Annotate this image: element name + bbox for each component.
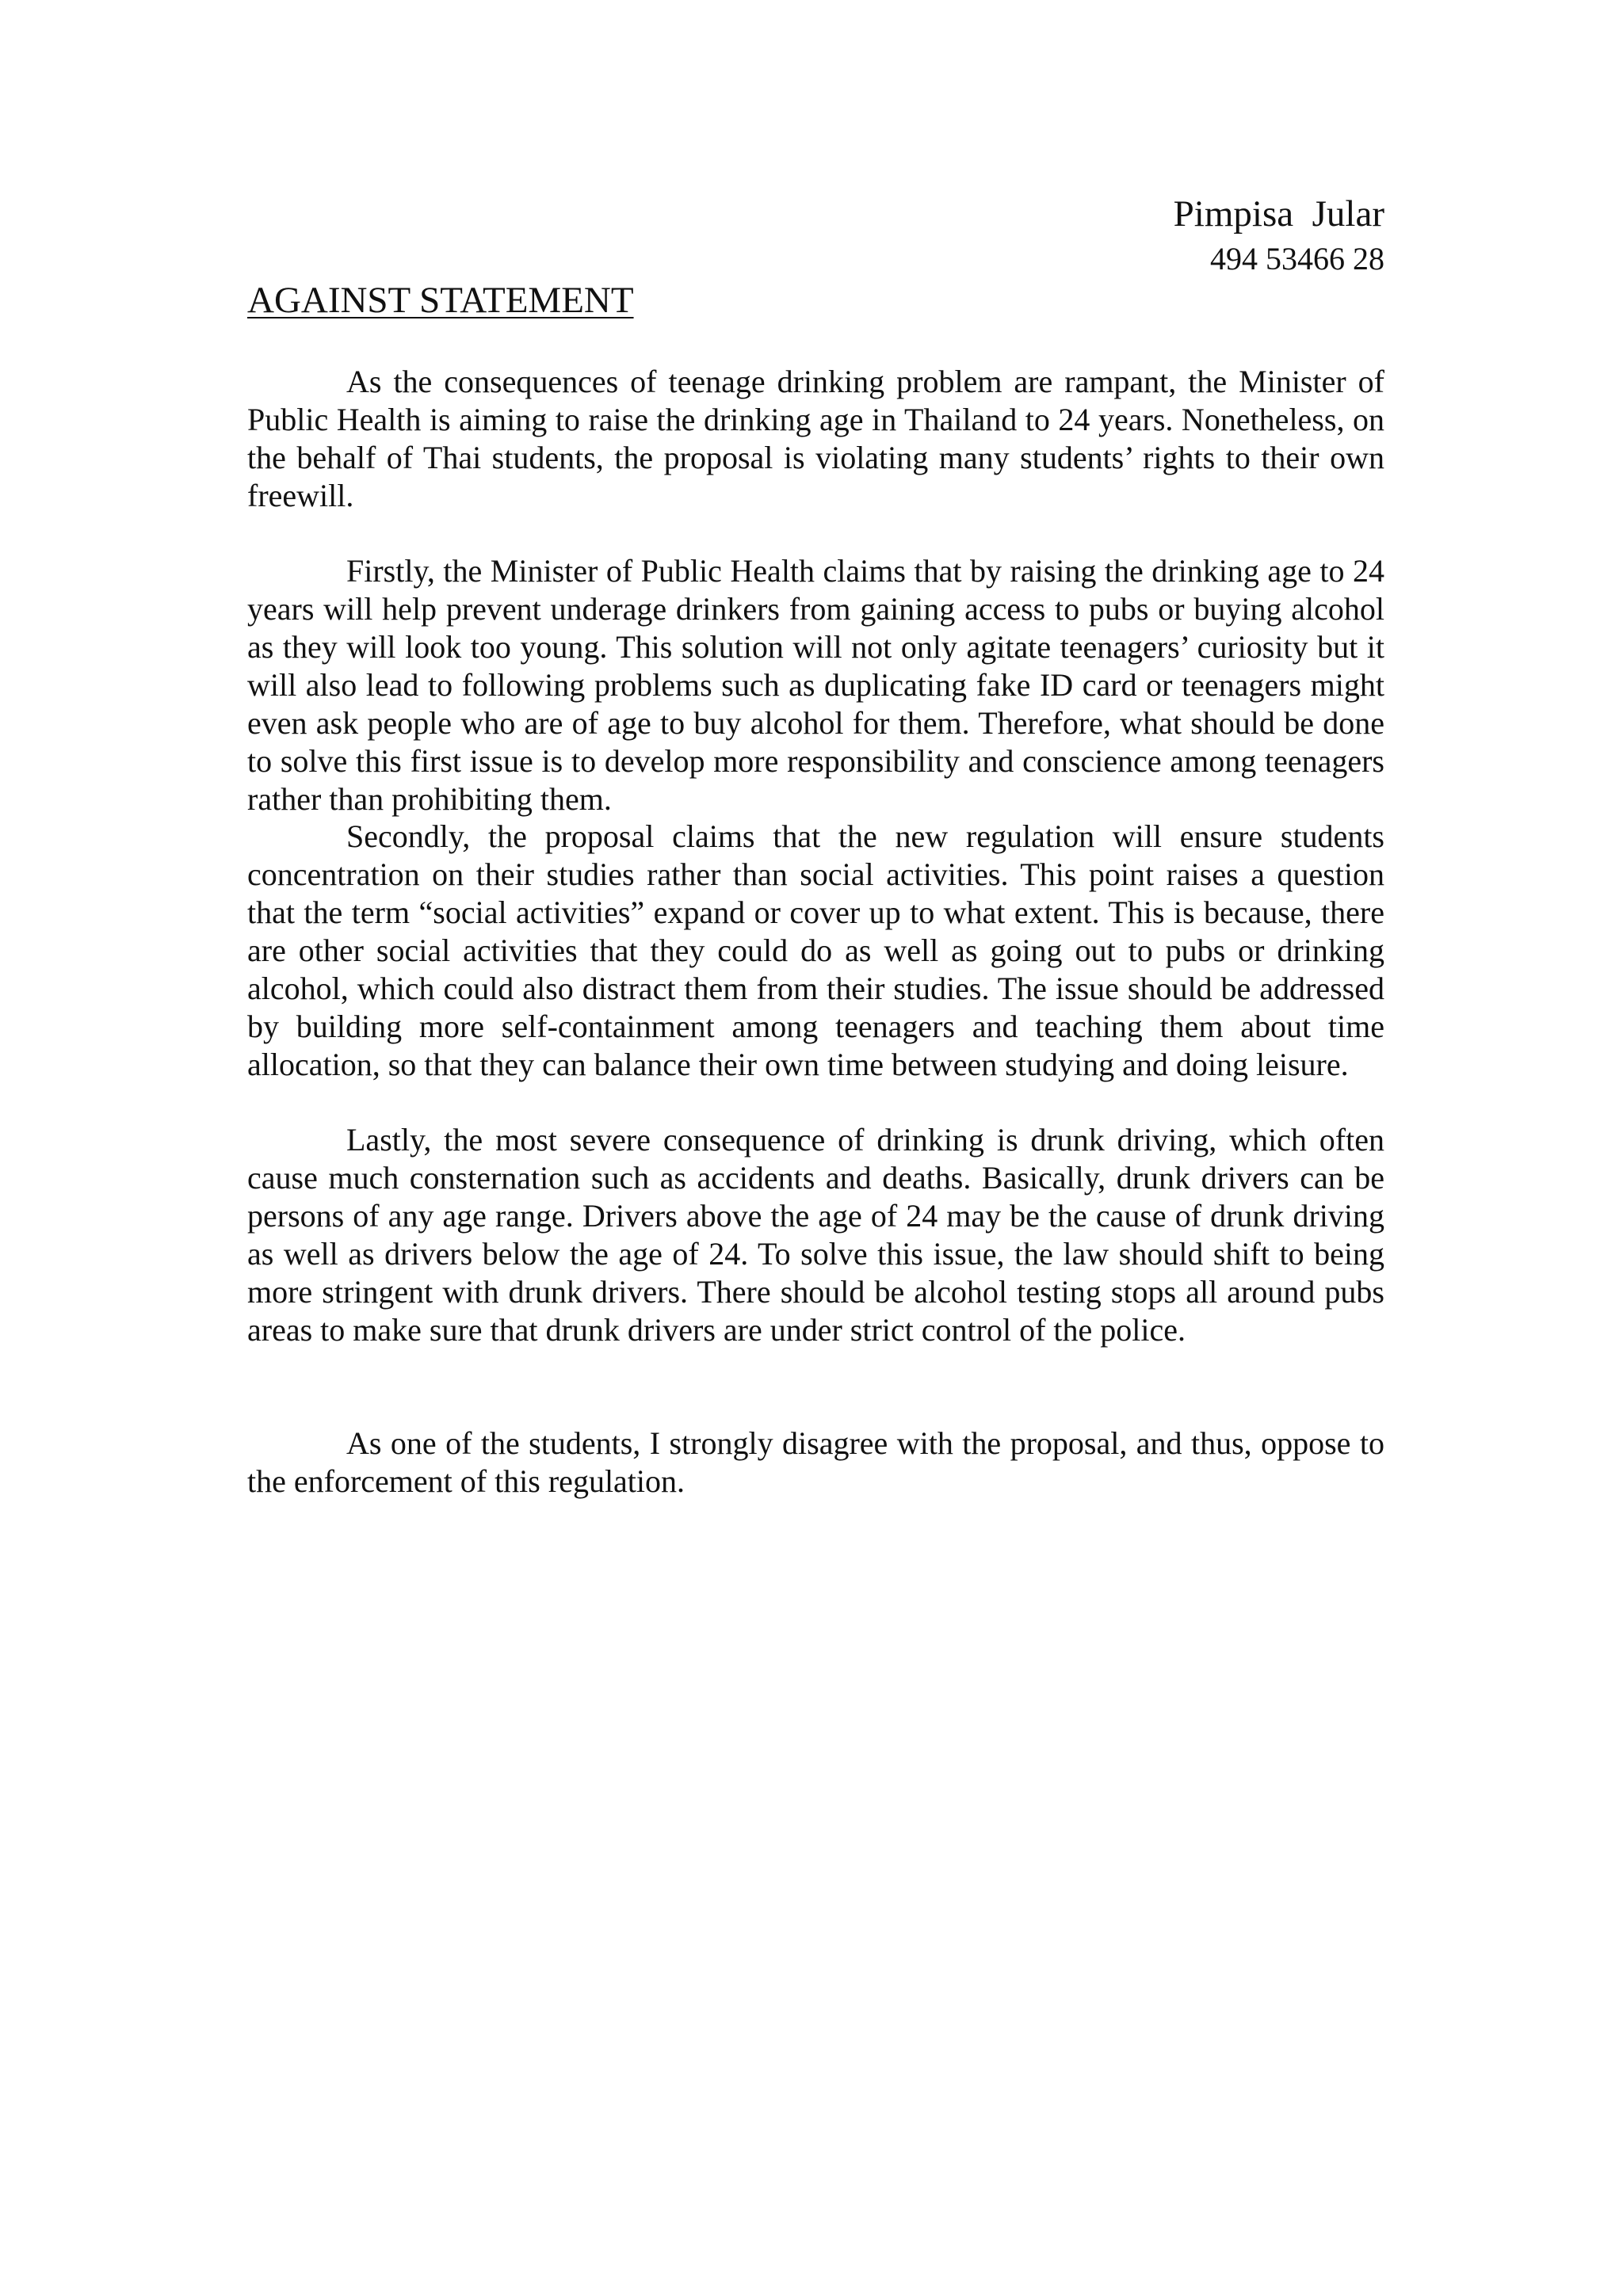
paragraph-conclusion: As one of the students, I strongly disagree with the proposal, and thus, oppose to the enforcement of this regulation.	[247, 1425, 1384, 1499]
paragraph-secondly: Secondly, the proposal claims that the new regulation will ensure students concentration on their studies rather than social activities. This point raises a question that the term “social activities” expand or cover up to what extent. This is because, there are other social activities that they could do as well as going out to pubs or drinking alcohol, which could also distract them from their studies. The issue should be addressed by building more self-containment among teenagers and teaching them about time allocation, so that they can balance their own time between studying and doing leisure.	[247, 818, 1384, 1082]
document-title: AGAINST STATEMENT	[247, 280, 634, 321]
paragraph-firstly: Firstly, the Minister of Public Health claims that by raising the drinking age to 24 years will help prevent underage drinkers from gaining access to pubs or buying alcohol as they will look too young. This solution will not only agitate teenagers’ curiosity but it will also lead to following problems such as duplicating fake ID card or teenagers might even ask people who are of age to buy alcohol for them. Therefore, what should be done to solve this first issue is to develop more responsibility and conscience among teenagers rather than prohibiting them.	[247, 553, 1384, 817]
paragraph-lastly: Lastly, the most severe consequence of drinking is drunk driving, which often cause much consternation such as accidents and deaths. Basically, drunk drivers can be persons of any age range. Drivers above the age of 24 may be the cause of drunk driving as well as drivers below the age of 24. To solve this issue, the law should shift to being more stringent with drunk drivers. There should be alcohol testing stops all around pubs areas to make sure that drunk drivers are under strict control of the police.	[247, 1122, 1384, 1348]
author-name: Pimpisa Jular	[1173, 193, 1384, 235]
author-id: 494 53466 28	[1210, 241, 1384, 277]
paragraph-intro: As the consequences of teenage drinking problem are rampant, the Minister of Public Health is aiming to raise the drinking age in Thailand to 24 years. Nonetheless, on the behalf of Thai students, the proposal is violating many students’ rights to their own freewill.	[247, 364, 1384, 513]
